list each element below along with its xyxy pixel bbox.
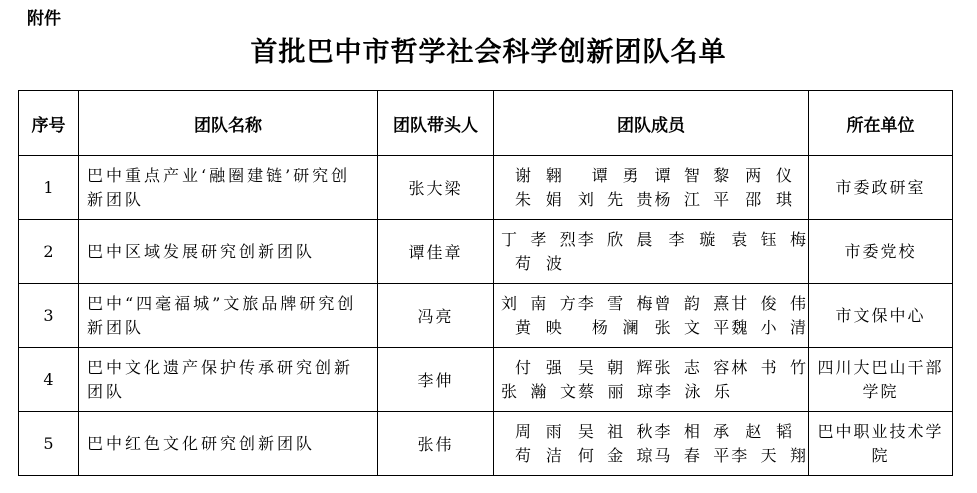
member-name: 刘南方 [501, 293, 576, 313]
member-name: 周雨 [515, 421, 562, 441]
team-leader: 冯亮 [378, 284, 494, 348]
member-name: 苟洁 [515, 445, 562, 465]
team-leader: 张伟 [378, 412, 494, 476]
member-line [501, 164, 808, 188]
team-name: 巴中“四毫福城”文旅品牌研究创新团队 [79, 284, 378, 348]
team-members [494, 220, 809, 284]
member-name: 谭勇 [591, 165, 639, 185]
member-line [501, 252, 808, 276]
row-index: 4 [19, 348, 79, 412]
team-name: 巴中红色文化研究创新团队 [79, 412, 378, 476]
header-members: 团队成员 [494, 91, 809, 156]
member-name: 杨澜 [591, 317, 639, 337]
member-line [501, 292, 808, 316]
row-index: 2 [19, 220, 79, 284]
team-members [494, 284, 809, 348]
member-line [501, 380, 808, 404]
member-line [501, 356, 808, 380]
team-leader: 谭佳章 [378, 220, 494, 284]
header-unit: 所在单位 [809, 91, 953, 156]
member-line [501, 228, 808, 252]
member-name: 邵琪 [745, 189, 792, 209]
member-name: 付强 [515, 357, 562, 377]
member-line [501, 188, 808, 212]
member-name: 李璇 [668, 229, 716, 249]
team-name: 巴中区域发展研究创新团队 [79, 220, 378, 284]
member-name: 丁孝烈 [501, 229, 576, 249]
team-members [494, 412, 809, 476]
table-row [19, 284, 953, 348]
member-name: 魏小清 [731, 317, 806, 337]
member-name: 李雪梅 [577, 293, 653, 313]
member-name: 袁钰梅 [731, 229, 806, 249]
row-index: 3 [19, 284, 79, 348]
member-name: 谭智黎 [654, 165, 730, 185]
member-name: 李泳乐 [655, 381, 730, 401]
header-index: 序号 [19, 91, 79, 156]
row-index: 5 [19, 412, 79, 476]
header-team-name: 团队名称 [79, 91, 378, 156]
member-name: 曾韵熹 [654, 293, 730, 313]
attachment-label: 附件 [27, 9, 61, 29]
table-row [19, 412, 953, 476]
team-table [18, 90, 953, 476]
member-name: 何金琼 [577, 445, 653, 465]
team-members [494, 156, 809, 220]
table-row [19, 348, 953, 412]
team-unit: 四川大巴山干部学院 [809, 348, 953, 412]
table-row [19, 156, 953, 220]
member-name: 蔡丽琼 [578, 381, 653, 401]
member-name: 赵韬 [745, 421, 792, 441]
member-name: 张文平 [654, 317, 730, 337]
team-leader: 张大梁 [378, 156, 494, 220]
team-members [494, 348, 809, 412]
document-title: 首批巴中市哲学社会科学创新团队名单 [250, 37, 727, 68]
member-line [501, 316, 808, 340]
team-unit: 市委政研室 [809, 156, 953, 220]
member-name: 李相承 [654, 421, 730, 441]
member-name: 李欣晨 [577, 229, 653, 249]
member-name: 刘先贵 [577, 189, 653, 209]
member-name: 吴祖秋 [577, 421, 653, 441]
member-name: 李天翔 [731, 445, 806, 465]
member-name: 张瀚文 [501, 381, 576, 401]
member-name: 甘俊伟 [731, 293, 806, 313]
member-name: 苟波 [515, 253, 562, 273]
member-name: 朱娟 [515, 189, 562, 209]
team-name: 巴中文化遗产保护传承研究创新团队 [79, 348, 378, 412]
member-name: 张志容 [654, 357, 730, 377]
member-name: 谢翱 [515, 165, 562, 185]
team-unit: 市委党校 [809, 220, 953, 284]
member-name: 黄映 [515, 317, 562, 337]
team-leader: 李伸 [378, 348, 494, 412]
member-name: 马春平 [654, 445, 730, 465]
member-line [501, 420, 808, 444]
member-name: 杨江平 [654, 189, 730, 209]
member-name: 两仪 [745, 165, 792, 185]
header-leader: 团队带头人 [378, 91, 494, 156]
member-line [501, 444, 808, 468]
table-row [19, 220, 953, 284]
team-unit: 巴中职业技术学院 [809, 412, 953, 476]
table-header-row [19, 91, 953, 156]
member-name: 吴朝辉 [577, 357, 653, 377]
team-unit: 市文保中心 [809, 284, 953, 348]
row-index: 1 [19, 156, 79, 220]
member-name: 林书竹 [731, 357, 806, 377]
team-name: 巴中重点产业‘融圈建链’研究创新团队 [79, 156, 378, 220]
